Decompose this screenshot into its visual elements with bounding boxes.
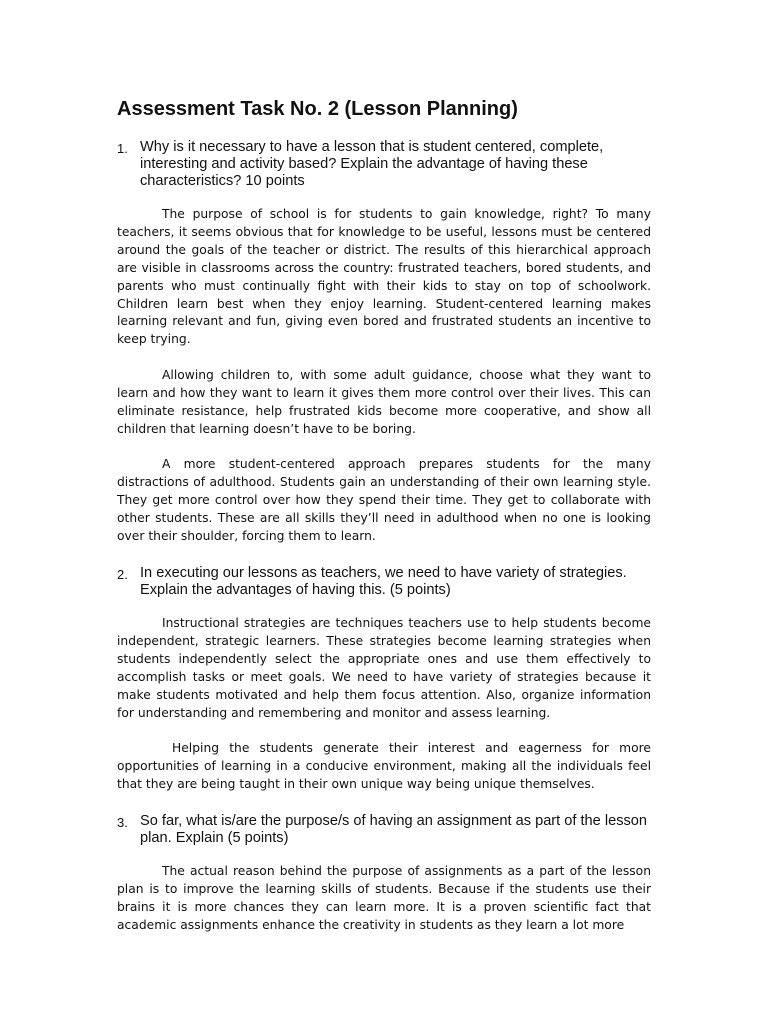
question-3 — [117, 813, 657, 847]
answer-paragraph: The actual reason behind the purpose of assignments as a part of the lesson plan is to improve the learning skills of students. Because if the students use their brains it is more chances they can learn more. It is a proven scientific fact that academic assignments enhance the creativity in students as they learn a lot more — [117, 864, 651, 932]
answer-paragraph: Allowing children to, with some adult guidance, choose what they want to learn and how they want to learn it gives them more control over their lives. This can eliminate resistance, help frustrated kids become more cooperative, and show all children that learning doesn’t have to be boring. — [117, 368, 651, 436]
question-number: 2. — [117, 567, 128, 582]
question-number: 1. — [117, 141, 128, 156]
answer-paragraph: A more student-centered approach prepares students for the many distractions of adulthood. Students gain an understanding of their own learning style. They get more control over how they spend their time. They get to collaborate with other students. These are all skills they’ll need in adulthood when no one is looking over their shoulder, forcing them to learn. — [117, 457, 651, 543]
question-number: 3. — [117, 815, 128, 830]
answer-paragraph: Helping the students generate their interest and eagerness for more opportunities of learning in a conducive environment, making all the individuals feel that they are being taught in their own unique way being unique themselves. — [117, 741, 651, 791]
question-text: In executing our lessons as teachers, we need to have variety of strategies. Explain the advantages of having this. (5 points) — [140, 565, 627, 598]
answer-paragraph: Instructional strategies are techniques teachers use to help students become independent, strategic learners. These strategies become learning strategies when students independently select the appropriate ones and use them effectively to accomplish tasks or meet goals. We need to have variety of strategies because it make students motivated and help them focus attention. Also, organize information for understanding and remembering and monitor and assess learning. — [117, 616, 651, 720]
question-1 — [117, 139, 657, 190]
answer-paragraph: The purpose of school is for students to gain knowledge, right? To many teachers, it seems obvious that for knowledge to be useful, lessons must be centered around the goals of the teacher or district. The results of this hierarchical approach are visible in classrooms across the country: frustrated teachers, bored students, and parents who must continually fight with their kids to stay on top of schoolwork. Children learn best when they enjoy learning. Student-centered learning makes learning relevant and fun, giving even bored and frustrated students an incentive to keep trying. — [117, 207, 651, 347]
question-text: So far, what is/are the purpose/s of having an assignment as part of the lesson plan. Explain (5 points) — [140, 813, 648, 846]
page-title: Assessment Task No. 2 (Lesson Planning) — [117, 98, 518, 120]
question-2 — [117, 565, 657, 599]
question-text: Why is it necessary to have a lesson that is student centered, complete, interesting and activity based? Explain the advantage of having these characteristics? 10 points — [140, 139, 604, 189]
